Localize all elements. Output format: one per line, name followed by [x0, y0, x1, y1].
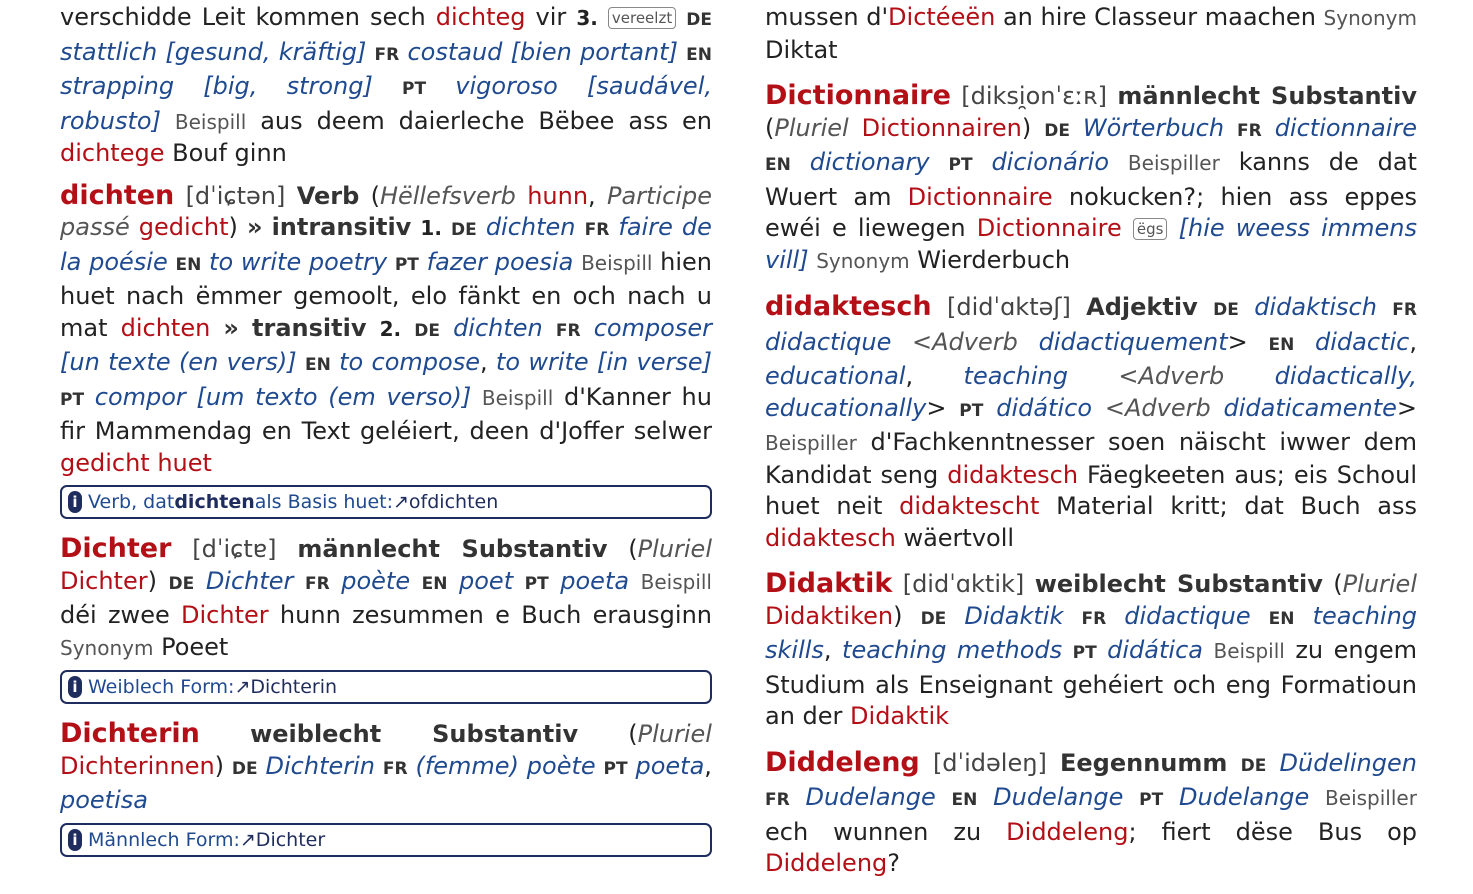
gloss: [hie weess immens vill]	[765, 214, 1418, 274]
synonym-label: Synonym	[1323, 6, 1417, 30]
adverb-close: >	[1396, 393, 1417, 422]
translation-en: Dudelange	[993, 783, 1124, 811]
entry-didaktesch	[765, 291, 1417, 554]
plural-label: Pluriel	[637, 535, 712, 563]
translation-en: to write	[495, 348, 589, 376]
pronunciation: [dˈiɕtən]	[185, 181, 286, 210]
example-text: wäertvoll	[895, 523, 1015, 552]
link-dicteeen[interactable]: Dictéeën	[888, 3, 996, 31]
sense-arrow: »	[223, 313, 239, 342]
example-text: hien huet nach ëmmer gemoolt, elo fänkt en och nach u mat	[60, 247, 713, 342]
translation-en: teaching	[963, 362, 1068, 390]
link-hunn[interactable]: hunn	[527, 181, 589, 210]
transitive-label: transitiv	[252, 313, 367, 342]
translation-de: stattlich	[60, 37, 158, 66]
translation-fr: didactique	[765, 327, 892, 356]
example-text: ech wunnen zu	[765, 817, 1007, 846]
lang-pt: PT	[948, 155, 973, 175]
separator: ,	[588, 181, 607, 210]
translation-en: poet	[459, 566, 514, 595]
example-label: Beispill	[581, 250, 653, 275]
entry-didaktik	[765, 568, 1417, 733]
sense-arrow: »	[246, 213, 263, 241]
translation-pt: compor	[94, 382, 186, 411]
lang-en: EN	[765, 155, 791, 175]
text: verschidde Leit kommen sech	[60, 3, 436, 31]
link-dichter-male[interactable]: ↗Dichter	[239, 828, 326, 851]
link-gedicht-huet[interactable]: gedicht huet	[60, 448, 212, 477]
adverb-pt: didaticamente	[1223, 393, 1397, 422]
pronunciation: [didˈɑktəʃ]	[946, 293, 1071, 321]
lang-en: EN	[175, 254, 202, 275]
info-box-derived-verb	[60, 485, 712, 519]
lang-en: EN	[1268, 608, 1295, 629]
example-text: déi zwee	[60, 601, 182, 629]
translation-fr: dictionnaire	[1274, 113, 1417, 142]
pronunciation: [dˈiɕtɐ]	[192, 535, 277, 563]
separator: ,	[479, 348, 496, 376]
paren: (	[765, 113, 775, 142]
translation-pt: dicionário	[991, 148, 1110, 176]
example-text: ; fiert dëse Bus op	[1128, 817, 1417, 846]
example-label: Beispiller	[765, 431, 857, 455]
intransitive-label: intransitiv	[271, 213, 412, 241]
info-icon: i	[68, 829, 82, 851]
part-of-speech: Eegennumm	[1060, 748, 1228, 777]
lang-de: DE	[920, 608, 947, 629]
translation-pt: poeta	[635, 751, 705, 780]
lang-pt: PT	[603, 758, 628, 779]
lang-pt: PT	[524, 573, 549, 594]
lang-fr: FR	[382, 758, 408, 779]
headword: Diddeleng	[765, 746, 920, 778]
translation-en: dictionary	[809, 148, 930, 176]
example-text: zu engem Studium als Enseignant gehéiert och eng Formatioun an der	[765, 636, 1417, 730]
example-text: ?	[887, 849, 901, 877]
info-text: Weiblech Form:	[88, 676, 235, 698]
gloss-pt: [saudável, robusto]	[60, 72, 712, 135]
paren: )	[214, 751, 225, 780]
text: an hire Classeur maachen	[995, 3, 1324, 31]
link-dictionnaire[interactable]: Dictionnaire	[907, 182, 1053, 211]
lang-pt: PT	[60, 389, 85, 410]
part-of-speech: Verb	[296, 181, 360, 210]
plural-label: Pluriel	[774, 113, 849, 142]
link-didaktesch[interactable]: didaktesch	[947, 460, 1079, 489]
left-column	[60, 2, 712, 871]
gloss-pt: [um texto (em verso)]	[196, 382, 472, 411]
paren: )	[228, 213, 238, 241]
entry-diddeleng	[765, 747, 1417, 880]
headword: Dichterin	[60, 718, 200, 749]
link-didaktescht[interactable]: didaktescht	[899, 492, 1040, 520]
link-plural[interactable]: Dichterinnen	[60, 751, 215, 780]
translation-fr: Dudelange	[805, 783, 936, 811]
entry-dichter	[60, 533, 712, 664]
lang-en: EN	[951, 790, 978, 810]
translation-de: Didaktik	[964, 601, 1064, 630]
gloss-de: [gesund, kräftig]	[165, 37, 367, 66]
separator: ,	[823, 636, 843, 664]
translation-fr: costaud	[407, 37, 503, 66]
entry-dichterin	[60, 718, 712, 817]
translation-fr: (femme) poète	[415, 751, 596, 780]
plural-label: Pluriel	[1342, 570, 1417, 598]
headword: Didaktik	[765, 568, 893, 599]
link-plural[interactable]: Dictionnairen	[861, 113, 1022, 142]
link-dichteg[interactable]: dichteg	[435, 3, 526, 31]
plural-label: Pluriel	[637, 720, 712, 748]
example-text: Material kritt; dat Buch ass	[1039, 492, 1417, 520]
link-didaktesch[interactable]: didaktesch	[765, 523, 896, 552]
link-diddeleng[interactable]: Diddeleng	[765, 849, 888, 877]
synonym-value: Poeet	[161, 632, 229, 661]
translation-de: dichten	[453, 313, 543, 342]
link-dictionnaire[interactable]: Dictionnaire	[976, 214, 1122, 242]
pronunciation: [diksi̯onˈɛːʀ]	[961, 82, 1107, 110]
lang-de: DE	[168, 573, 195, 594]
part-of-speech: weiblecht Substantiv	[1034, 570, 1323, 598]
lang-de: DE	[1213, 300, 1239, 320]
link-plural[interactable]: Dichter	[60, 566, 148, 595]
lang-pt: PT	[959, 400, 984, 421]
link-dichterin[interactable]: ↗Dichterin	[234, 676, 338, 698]
aux-label: Hëllefsverb	[379, 181, 516, 210]
headword: dichten	[60, 179, 175, 211]
translation-en: teaching methods	[842, 636, 1063, 664]
register-tag: ëgs	[1133, 218, 1168, 240]
lang-fr: FR	[1392, 300, 1417, 320]
synonym-value: Wierderbuch	[917, 245, 1071, 274]
translation-de: dichten	[485, 213, 576, 241]
translation-en: strapping	[60, 72, 175, 100]
paren: )	[893, 601, 903, 630]
lang-en: EN	[421, 573, 448, 594]
info-keyword: dichten	[174, 491, 255, 513]
example-label: Beispiller	[1325, 786, 1417, 810]
gloss-en: [big, strong]	[203, 72, 373, 100]
translation-en: to compose	[339, 348, 480, 376]
translation-fr: faire de la poésie	[60, 213, 712, 276]
translation-pt: didático	[996, 393, 1093, 422]
paren: (	[628, 720, 638, 748]
lang-de: DE	[1044, 120, 1070, 141]
lang-de: DE	[686, 10, 712, 30]
register-tag: vereelzt	[608, 7, 676, 29]
link-gedicht[interactable]: gedicht	[138, 213, 229, 241]
pronunciation: [dˈidəleŋ]	[932, 748, 1047, 777]
link-dichter[interactable]: Dichter	[181, 601, 269, 629]
lang-fr: FR	[584, 220, 610, 240]
paren: (	[370, 181, 380, 210]
example-label: Beispill	[174, 109, 247, 134]
translation-en: educational	[765, 362, 906, 390]
entry-dichten	[60, 180, 712, 480]
adverb-label: <Adverb	[912, 327, 1039, 356]
headword: didaktesch	[765, 291, 932, 322]
translation-en: didactic	[1315, 327, 1410, 356]
sense-number: 1.	[420, 216, 442, 240]
lang-fr: FR	[1081, 608, 1107, 629]
lang-en: EN	[1268, 334, 1295, 355]
adverb-label: <Adverb	[1104, 393, 1224, 422]
translation-en: to write poetry	[209, 247, 388, 276]
info-box-male-form	[60, 823, 712, 857]
translation-pt: poetisa	[60, 786, 148, 814]
info-text: Männlech Form:	[88, 828, 240, 851]
translation-de: Dichterin	[265, 751, 376, 780]
part-of-speech: männlecht Substantiv	[1117, 82, 1417, 110]
lang-en: EN	[686, 44, 712, 65]
info-text: als Basis huet:	[254, 491, 394, 513]
lang-de: DE	[1240, 755, 1267, 776]
example-text: aus deem daierleche Bëbee ass en	[246, 106, 712, 135]
link-diddeleng[interactable]: Diddeleng	[1006, 817, 1129, 846]
example-label: Beispill	[640, 569, 712, 594]
info-box-female-form	[60, 670, 712, 704]
link-ofdichten[interactable]: ↗ofdichten	[393, 491, 499, 513]
headword: Dictionnaire	[765, 80, 951, 111]
synonym-label: Synonym	[816, 248, 910, 273]
lang-pt: PT	[402, 79, 427, 99]
lang-en: EN	[304, 355, 331, 375]
lang-de: DE	[231, 758, 258, 779]
lang-fr: FR	[304, 573, 330, 594]
synonym-label: Synonym	[60, 635, 154, 660]
translation-pt: vigoroso	[455, 72, 558, 100]
synonym-value: Diktat	[765, 35, 838, 64]
translation-de: Düdelingen	[1279, 748, 1417, 777]
gloss-en: [in verse]	[596, 348, 712, 376]
link-plural[interactable]: Didaktiken	[765, 601, 894, 630]
translation-pt: Dudelange	[1179, 783, 1310, 811]
example-text: nokucken?; hien ass eppes ewéi e liewegen	[765, 182, 1417, 242]
gloss-fr: [un texte (en vers)]	[60, 348, 297, 376]
translation-pt: didática	[1107, 636, 1203, 664]
lang-de: DE	[451, 220, 477, 240]
adverb-en: didactically, educationally	[765, 362, 1417, 422]
example-label: Beispiller	[1127, 151, 1220, 175]
entry-continuation	[765, 2, 1417, 66]
translation-de: didaktisch	[1254, 293, 1377, 321]
lang-de: DE	[414, 320, 440, 341]
text: mussen d'	[765, 3, 889, 31]
pronunciation: [didˈɑktik]	[902, 570, 1025, 598]
translation-de: Dichter	[205, 566, 294, 595]
translation-de: Wörterbuch	[1082, 113, 1225, 142]
adverb-close: >	[1227, 327, 1248, 356]
part-of-speech: weiblecht Substantiv	[250, 720, 579, 748]
example-label: Beispill	[1213, 639, 1285, 663]
translation-fr: didactique	[1124, 601, 1251, 630]
adverb-fr: didactiquement	[1038, 327, 1228, 356]
link-dichten[interactable]: dichten	[120, 313, 211, 342]
translation-fr: composer	[593, 313, 712, 342]
adverb-label: <Adverb	[1118, 362, 1275, 390]
info-icon: i	[68, 491, 82, 513]
gloss-fr: [bien portant]	[510, 37, 678, 66]
paren: (	[1333, 570, 1343, 598]
entry-dictionnaire	[765, 80, 1417, 277]
participle-label: Participe passé	[60, 181, 712, 241]
lang-pt: PT	[1139, 790, 1164, 810]
part-of-speech: Adjektiv	[1086, 293, 1198, 321]
separator: ,	[704, 751, 712, 780]
lang-pt: PT	[394, 254, 419, 275]
translation-en: teaching skills	[765, 601, 1418, 664]
headword: Dichter	[60, 533, 172, 564]
separator: ,	[905, 362, 964, 390]
lang-fr: FR	[374, 44, 400, 65]
example-text: Fäegkeeten aus; eis Schoul huet neit	[765, 460, 1417, 520]
translation-pt: poeta	[560, 566, 630, 595]
paren: (	[628, 535, 638, 563]
entry-continuation	[60, 2, 712, 170]
paren: )	[147, 566, 157, 595]
sense-number: 3.	[576, 6, 598, 30]
sense-number: 2.	[379, 316, 402, 341]
adverb-close: >	[926, 393, 947, 422]
info-text: Verb, dat	[88, 491, 175, 513]
text: vir	[525, 3, 577, 31]
part-of-speech: männlecht Substantiv	[297, 535, 608, 563]
example-text: kanns de dat Wuert am	[765, 148, 1417, 211]
example-text: hunn zesummen e Buch erausginn	[268, 601, 713, 629]
lang-pt: PT	[1072, 643, 1097, 663]
right-column	[765, 2, 1417, 894]
example-text: d'Fachkenntnesser soen näischt iwwer dem Kandidat seng	[765, 428, 1417, 489]
example-label: Beispill	[481, 385, 554, 410]
lang-fr: FR	[1237, 120, 1262, 141]
link-didaktik[interactable]: Didaktik	[850, 702, 950, 730]
example-text: d'Kanner hu fir Mammendag en Text geléiert, deen d'Joffer selwer	[60, 382, 712, 445]
link-dichtege[interactable]: dichtege	[60, 139, 165, 167]
example-text: Bouf ginn	[164, 139, 287, 167]
translation-fr: poète	[341, 566, 411, 595]
info-icon: i	[68, 676, 82, 698]
paren: )	[1021, 113, 1032, 142]
lang-fr: FR	[765, 790, 790, 810]
lang-fr: FR	[555, 320, 581, 341]
translation-pt: fazer poesia	[426, 247, 574, 276]
separator: ,	[1409, 327, 1417, 356]
